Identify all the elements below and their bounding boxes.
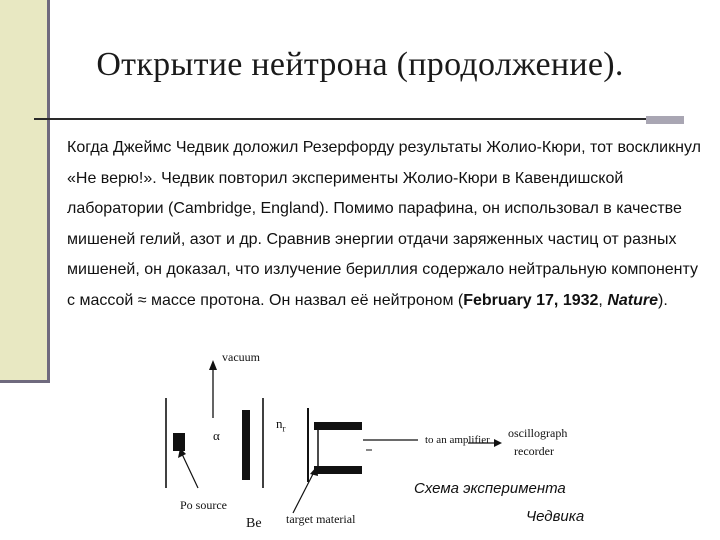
body-paragraph bbox=[67, 133, 707, 316]
vacuum-label: vacuum bbox=[222, 350, 260, 364]
oscillograph-label: oscillograph bbox=[508, 426, 568, 440]
title-divider-accent bbox=[646, 116, 684, 124]
slide-title: Открытие нейтрона (продолжение). bbox=[96, 46, 624, 83]
po-source-label: Po source bbox=[180, 498, 227, 512]
be-label: Be bbox=[246, 516, 262, 531]
sidebar-divider bbox=[0, 380, 50, 383]
recorder-label: recorder bbox=[514, 444, 554, 458]
oscillograph-arrowhead bbox=[494, 439, 502, 447]
citation-date: February 17, 1932 bbox=[463, 291, 599, 309]
vacuum-arrowhead bbox=[209, 360, 217, 370]
neutron-rays-label bbox=[276, 416, 286, 434]
paragraph-text: Когда Джеймс Чедвик доложил Резерфорду результаты Жолио-Кюри, тот воскликнул «Не верю!». Чедвик повторил эксперименты Жолио-Кюри в Кавендишской лаборатории (Cambridge, England). Помимо парафина, он использовал в качестве мишеней гелий, азот и др. Сравнив энергии отдачи заряженных частиц от разных мишеней, он доказал, что излучение бериллия содержало нейтральную компоненту с массой ≈ массе протона. Он назвал её нейтроном ( bbox=[67, 139, 701, 309]
title-divider bbox=[34, 118, 646, 120]
target-material-label: target material bbox=[286, 512, 356, 526]
neutron-rays-symbol: n bbox=[276, 416, 283, 431]
po-source-arrow bbox=[182, 454, 198, 488]
experiment-diagram bbox=[158, 348, 603, 540]
neutron-rays-subscript: r bbox=[282, 423, 286, 434]
po-source-block bbox=[173, 433, 185, 451]
chamber-bottom bbox=[314, 466, 362, 474]
citation-journal: Nature bbox=[607, 291, 658, 309]
chamber-top bbox=[314, 422, 362, 430]
be-plate bbox=[242, 410, 250, 480]
amplifier-label: to an amplifier bbox=[425, 434, 490, 446]
target-arrow bbox=[293, 472, 314, 513]
caption-line-2: Чедвика bbox=[526, 508, 585, 525]
caption-line-1: Схема эксперимента bbox=[414, 480, 566, 497]
citation-close: ). bbox=[658, 291, 668, 309]
citation-separator: , bbox=[598, 291, 608, 309]
alpha-label: α bbox=[213, 428, 220, 443]
